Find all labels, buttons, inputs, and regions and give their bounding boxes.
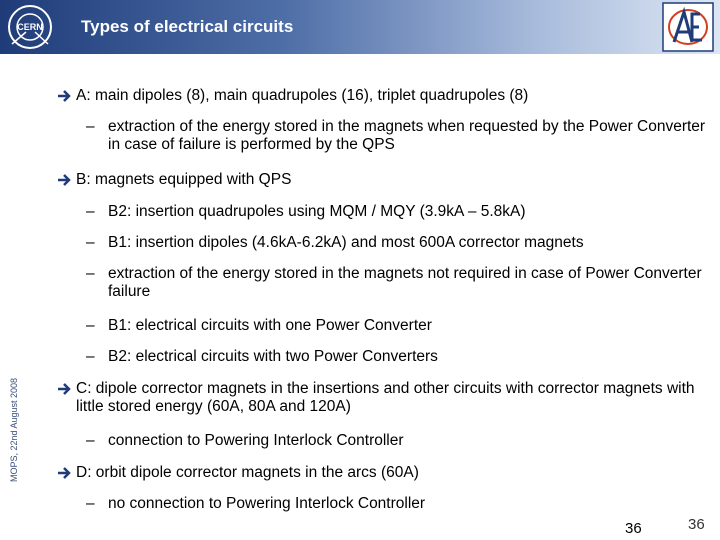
dash-marker: – — [86, 495, 95, 512]
bullet-text: B: magnets equipped with QPS — [76, 171, 292, 188]
sub-item — [86, 432, 706, 450]
arrow-right-icon — [56, 464, 72, 482]
slide-title: Types of electrical circuits — [81, 17, 294, 36]
sub-text: connection to Powering Interlock Controller — [108, 432, 404, 449]
sub-text: B2: insertion quadrupoles using MQM / MQY (3.9kA – 5.8kA) — [108, 203, 526, 220]
arrow-right-icon — [56, 87, 72, 105]
sub-text: extraction of the energy stored in the magnets not required in case of Power Converter failure — [108, 265, 702, 300]
sidebar-date-label: MOPS, 22nd August 2008 — [9, 377, 19, 483]
sub-text: B1: insertion dipoles (4.6kA-6.2kA) and most 600A corrector magnets — [108, 234, 584, 251]
dash-marker: – — [86, 265, 95, 282]
dash-marker: – — [86, 432, 95, 449]
page-number-corner: 36 — [688, 516, 705, 533]
sub-text: no connection to Powering Interlock Controller — [108, 495, 426, 512]
page-number: 36 — [625, 520, 642, 537]
sub-item — [86, 234, 706, 252]
sub-item — [86, 118, 706, 154]
bullet-a — [56, 87, 696, 105]
arrow-right-icon — [56, 171, 72, 189]
dash-marker: – — [86, 203, 95, 220]
dash-marker: – — [86, 234, 95, 251]
sub-item — [86, 265, 706, 301]
sub-text: B2: electrical circuits with two Power Converters — [108, 348, 438, 365]
dash-marker: – — [86, 118, 95, 135]
sub-text: B1: electrical circuits with one Power Converter — [108, 317, 432, 334]
sub-item — [86, 348, 706, 366]
bullet-text: A: main dipoles (8), main quadrupoles (16), triplet quadrupoles (8) — [76, 87, 529, 104]
sub-text: extraction of the energy stored in the magnets when requested by the Power Converter in case of failure is performed by the QPS — [108, 118, 706, 153]
bullet-c — [56, 380, 696, 416]
sub-item — [86, 495, 706, 513]
sub-item — [86, 203, 706, 221]
svg-text:CERN: CERN — [17, 22, 43, 32]
bullet-text: C: dipole corrector magnets in the insertions and other circuits with corrector magnets with little stored energy (60A, 80A and 120A) — [76, 380, 695, 415]
bullet-d — [56, 464, 696, 482]
dash-marker: – — [86, 317, 95, 334]
bullet-text: D: orbit dipole corrector magnets in the arcs (60A) — [76, 464, 419, 481]
arrow-right-icon — [56, 380, 72, 398]
sub-item — [86, 317, 706, 335]
bullet-b — [56, 171, 696, 189]
dash-marker: – — [86, 348, 95, 365]
